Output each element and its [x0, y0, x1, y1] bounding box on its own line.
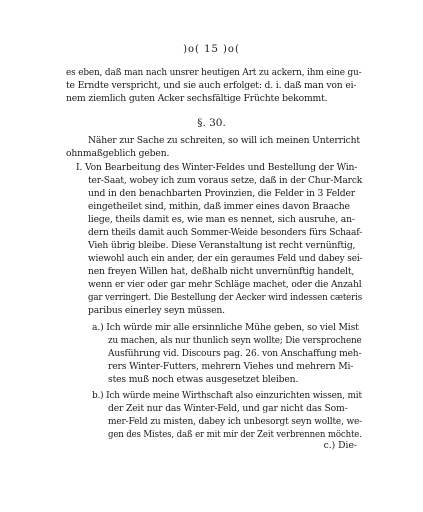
text-line: stes muß noch etwas ausgesetzet bleiben. [108, 374, 299, 385]
text-line: paribus einerley seyn müssen. [88, 305, 225, 316]
text-line: Ausführung vid. Discours pag. 26. von Anschaffung meh- [108, 348, 362, 359]
text-line: gen des Mistes, daß er mit mir der Zeit verbrennen möchte. [108, 429, 362, 440]
text-line: Näher zur Sache zu schreiten, so will ich meinen Unterricht [88, 135, 360, 146]
text-line: gar verringert. Die Bestellung der Aecker wird indessen cæteris [88, 292, 363, 303]
text-line: dern theils damit auch Sommer-Weide besonders fürs Schaaf- [88, 227, 363, 238]
text-line: ohnmaßgeblich geben. [66, 148, 170, 159]
text-line: nem ziemlich guten Acker sechsfältige Früchte bekommt. [66, 93, 328, 104]
page-header: )o( 15 )o( [183, 44, 240, 55]
text-line: eingetheilet sind, mithin, daß immer eines davon Braache [88, 201, 350, 212]
text-line: mer-Feld zu misten, dabey ich unbesorgt seyn wollte, we- [108, 416, 363, 427]
text-line: Vieh übrig bleibe. Diese Veranstaltung ist recht vernünftig, [88, 240, 356, 251]
text-line: ter-Saat, wobey ich zum voraus setze, daß in der Chur-Marck [88, 175, 363, 186]
text-line: zu machen, als nur thunlich seyn wollte; Die versprochene [108, 335, 362, 346]
text-line: b.) Ich würde meine Wirthschaft also einzurichten wissen, mit [92, 390, 362, 401]
text-line: wiewohl auch ein ander, der ein geraumes Feld und dabey sei- [88, 253, 363, 264]
text-line: und in den benachbarten Provinzien, die Felder in 3 Felder [88, 188, 356, 199]
text-line: der Zeit nur das Winter-Feld, und gar nicht das Som- [108, 403, 348, 414]
text-line: wenn er vier oder gar mehr Schläge machet, oder die Anzahl [88, 279, 362, 290]
text-line: a.) Ich würde mir alle ersinnliche Mühe geben, so viel Mist [92, 322, 359, 333]
text-line: te Erndte verspricht, und sie auch erfolget: d. i. daß man von ei- [66, 80, 357, 91]
text-line: nen freyen Willen hat, deßhalb nicht unvernünftig handelt, [88, 266, 355, 277]
text-line: es eben, daß man nach unsrer heutigen Art zu ackern, ihm eine gu- [66, 67, 362, 78]
catchword: c.) Die- [323, 440, 357, 451]
section-title: §. 30. [197, 117, 226, 129]
text-line: liege, theils damit es, wie man es nennet, sich ausruhe, an- [88, 214, 355, 225]
text-line: I. Von Bearbeitung des Winter-Feldes und Bestellung der Win- [76, 162, 358, 173]
text-line: rers Winter-Futters, mehrern Viehes und mehrern Mi- [108, 361, 354, 372]
